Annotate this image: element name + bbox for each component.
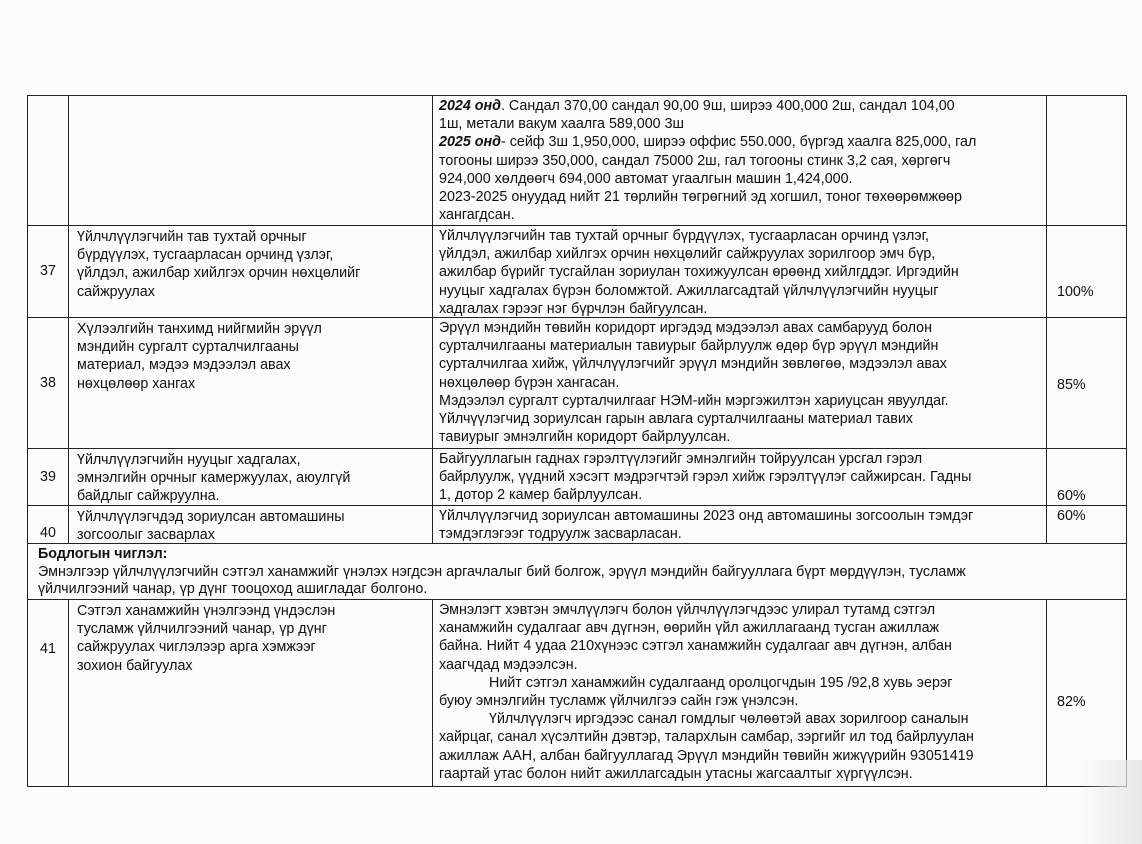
task-line: материал, мэдээ мэдээлэл авах (77, 357, 291, 374)
desc-line: тавиурыг эмнэлгийн коридорт байрлуулсан. (439, 429, 731, 446)
row-number: 40 (28, 506, 69, 543)
task-line: байдлыг сайжруулна. (77, 488, 220, 505)
percent-cell (1047, 506, 1128, 543)
row-number: 38 (28, 318, 69, 448)
task-line: тусламж үйлчилгээний чанар, үр дүнг (77, 621, 327, 638)
desc-line: Эмнэлэгт хэвтэн эмчлүүлэгч болон үйлчлүүлэгчдээс улирал тутамд сэтгэл (439, 602, 936, 618)
desc-line: Байгууллагын гаднах гэрэлтүүлэгийг эмнэлгийн тойруулсан урсгал гэрэл (439, 451, 923, 467)
desc-line: сурталчилгаа хийж, үйлчлүүлэгчийг эрүүл мэндийн зөвлөгөө, мэдээлэл авах (439, 356, 947, 373)
percent-cell (1047, 226, 1128, 317)
task-line: эмнэлгийн орчныг камержуулах, аюулгүй (77, 470, 351, 487)
desc-line: Үйлчлүүлэгчийн тав тухтай орчныг бүрдүүлэх, тусгаарласан орчинд үзлэг, (439, 228, 930, 244)
percent-cell (1047, 600, 1128, 786)
scan-shadow (1082, 760, 1142, 844)
task-cell (69, 506, 433, 543)
year-2025-label: 2025 онд (439, 134, 501, 151)
completion-percent: 60% (1057, 488, 1086, 504)
desc-text: . Сандал 370,00 сандал 90,00 9ш, ширээ 400,000 2ш, сандал 104,00 (500, 98, 955, 114)
completion-percent: 60% (1057, 508, 1086, 524)
task-cell (69, 96, 433, 225)
row-number-cell (28, 96, 69, 225)
desc-line: үйлдэл, ажилбар хийлгэх орчин нөхцөлийг сайжруулах зорилгоор эмч бүр, (439, 246, 936, 263)
desc-text: - сейф 3ш 1,950,000, ширээ оффис 550.000, бүргэд хаалга 825,000, гал (500, 134, 977, 151)
table-row (27, 449, 1127, 506)
policy-direction-line: Эмнэлгээр үйлчлүүлэгчийн сэтгэл ханамжийг үнэлэх нэгдсэн аргачлалыг бий болгож, эрүүл мэндийн байгууллага бүрт мөрдүүлэн, тусламж (38, 563, 966, 580)
year-2024-label: 2024 онд (439, 98, 501, 114)
task-cell (69, 449, 433, 505)
desc-line: хаагчдад мэдээлсэн. (439, 656, 578, 673)
desc-line: Нийт сэтгэл ханамжийн судалгаанд оролцогчдын 195 /92,8 хувь эерэг (489, 674, 953, 691)
task-line: мэндийн сургалт сурталчилгааны (77, 339, 299, 356)
table-row (27, 318, 1127, 449)
completion-percent: 100% (1057, 284, 1094, 300)
task-line: сайжруулах чиглэлээр арга хэмжээг (77, 639, 316, 656)
desc-line: тэмдэглэгээг тодруулж засварласан. (439, 526, 682, 543)
task-line: бүрдүүлэх, тусгаарласан орчинд үзлэг, (77, 247, 334, 264)
desc-line: буюу эмнэлгийн тусламж үйлчилгээ сайн гэж үнэлсэн. (439, 693, 799, 710)
row-number: 41 (40, 641, 56, 657)
completion-percent: 82% (1057, 694, 1086, 710)
row-number: 37 (28, 226, 69, 317)
percent-cell (1047, 449, 1128, 505)
policy-direction (27, 544, 1127, 600)
task-line: сайжруулах (77, 283, 155, 300)
row-number-cell (28, 600, 69, 786)
policy-direction-heading: Бодлогын чиглэл: (38, 546, 168, 562)
desc-line: байна. Нийт 4 удаа 210хүнээс сэтгэл ханамжийн судалгааг авч дүгнэн, албан (439, 638, 952, 655)
task-line: Үйлчлүүлэгчийн тав тухтай орчныг (77, 229, 307, 245)
table-row (27, 226, 1127, 318)
desc-line: Эрүүл мэндийн төвийн коридорт иргэдэд мэдээлэл авах самбарууд болон (439, 320, 933, 336)
desc-line: хангагдсан. (439, 207, 515, 224)
desc-line: Үйлчлүүлэгч иргэдээс санал гомдлыг чөлөөтэй авах зорилгоор саналын (489, 711, 969, 728)
description-cell (433, 506, 1047, 543)
table-row (27, 95, 1127, 226)
table-row (27, 600, 1127, 787)
percent-cell (1047, 318, 1128, 448)
task-line: нөхцөлөөр хангах (77, 375, 196, 392)
completion-percent: 85% (1057, 377, 1086, 393)
desc-line: 1ш, метали вакум хаалга 589,000 3ш (439, 116, 685, 133)
desc-line: Үйлчүүлэгчид зориулсан гарын авлага сурталчилгааны материал тавих (439, 411, 913, 428)
description-cell (433, 96, 1047, 225)
task-line: Үйлчлүүлэгчийн нууцыг хадгалах, (77, 452, 301, 468)
task-line: Үйлчлүүлэгчдэд зориулсан автомашины (77, 509, 345, 525)
task-line: үйлдэл, ажилбар хийлгэх орчин нөхцөлийг (77, 265, 361, 282)
task-line: Сэтгэл ханамжийн үнэлгээнд үндэслэн (77, 603, 336, 619)
desc-line: ажилбар бүрийг тусгайлан зориулан тохижуулсан өрөөнд хийлгддэг. Иргэдийн (439, 264, 959, 281)
desc-line: ханамжийн судалгааг авч дүгнэн, өөрийн үйл ажиллагаанд тусган ажиллаж (439, 620, 940, 637)
policy-direction-line: үйлчилгээний чанар, үр дүнг тооцоход ашигладаг болгоно. (38, 581, 428, 597)
desc-line: ажиллаж ААН, албан байгууллагад Эрүүл мэндийн төвийн жижүүрийн 93051419 (439, 747, 974, 764)
desc-line: 1, дотор 2 камер байрлуулсан. (439, 487, 643, 504)
task-cell (69, 226, 433, 317)
desc-line: нөхцөлөөр бүрэн хангасан. (439, 374, 620, 391)
task-line: Хүлээлгийн танхимд нийгмийн эрүүл (77, 321, 322, 337)
description-cell (433, 449, 1047, 505)
table-row (27, 506, 1127, 544)
task-line: зогсоолыг засварлах (77, 527, 215, 543)
desc-line: 2023-2025 онуудад нийт 21 төрлийн төгрөгний эд хогшил, тоног төхөөрөмжөөр (439, 189, 962, 206)
desc-line: нууцыг хадгалах бүрэн боломжтой. Ажиллагсадтай үйлчлүүлэгчийн нууцыг (439, 282, 939, 299)
description-cell (433, 318, 1047, 448)
task-cell (69, 600, 433, 786)
desc-line: хадгалах гэрээг нэг бүрчлэн байгуулсан. (439, 300, 708, 317)
percent-cell (1047, 96, 1128, 225)
desc-line: сурталчилгааны материалын тавиурыг байрлуулж өдөр бүр эрүүл мэндийн (439, 338, 939, 355)
desc-line: хайрцаг, санал хүсэлтийн дэвтэр, талархлын самбар, зэргийг ил тод байрлуулан (439, 729, 974, 746)
desc-line: гаартай утас болон нийт ажиллагсадын утасны жагсаалтыг хүргүүлсэн. (439, 765, 913, 782)
desc-line: Мэдээлэл сургалт сурталчилгааг НЭМ-ийн мэргэжилтэн хариуцсан явуулдаг. (439, 392, 949, 409)
task-cell (69, 318, 433, 448)
desc-line: тогооны ширээ 350,000, сандал 75000 2ш, гал тогооны стинк 3,2 сая, хөргөгч (439, 152, 951, 169)
desc-line: Үйлчлүүлэгчид зориулсан автомашины 2023 онд автомашины зогсоолын тэмдэг (439, 508, 974, 524)
description-cell (433, 226, 1047, 317)
desc-line: байрлуулж, үүдний хэсэгт мэдрэгчтэй гэрэл хийж гэрэлтүүлэг сайжирсан. Гадны (439, 469, 972, 486)
task-line: зохион байгуулах (77, 657, 193, 674)
row-number: 39 (28, 449, 69, 505)
desc-line: 924,000 хөлдөөгч 694,000 автомат угаалгын машин 1,424,000. (439, 170, 853, 187)
description-cell (433, 600, 1047, 786)
